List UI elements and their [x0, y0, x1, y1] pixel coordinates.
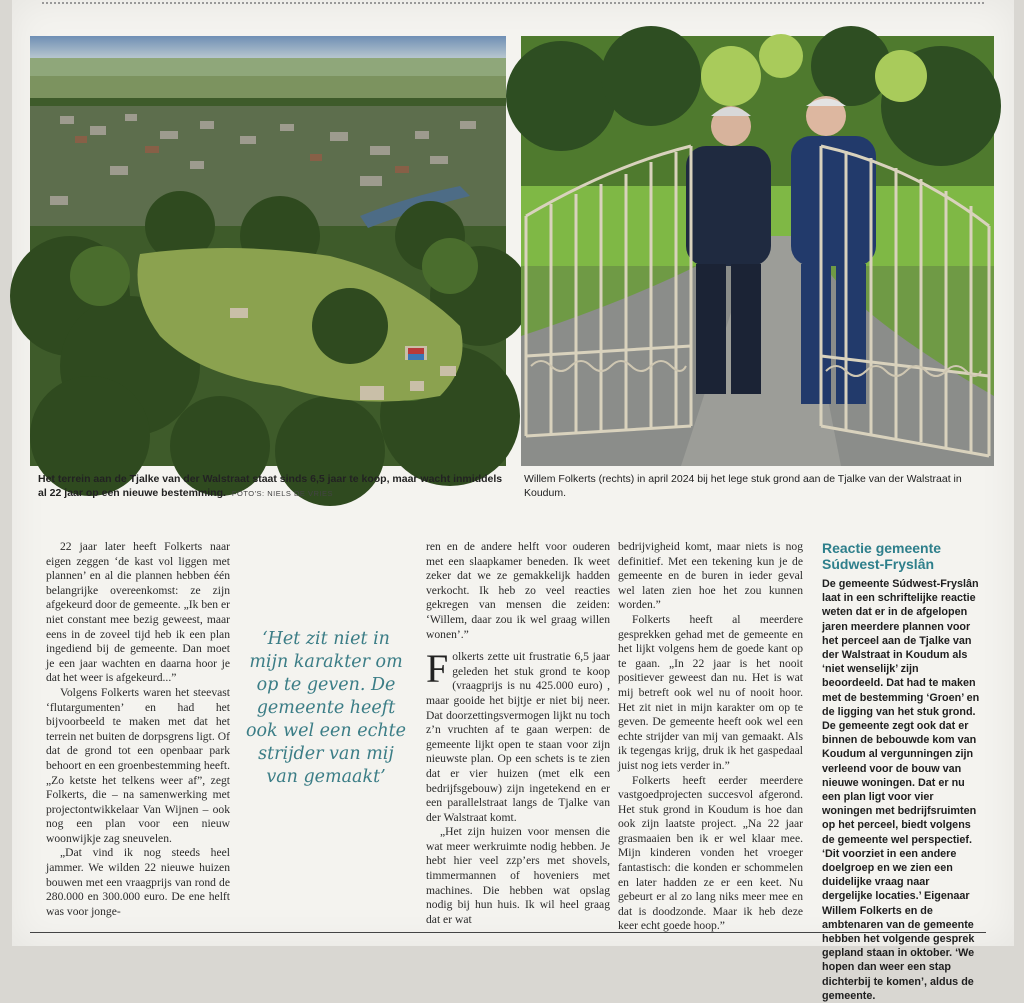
article-paragraph-dropcap — [426, 646, 610, 825]
photo-credit: FOTO'S: NIELS DE VRIES — [231, 489, 333, 498]
sidebar-text: De gemeente Súdwest-Fryslân laat in een schriftelijke reactie weten dat er in de afgelopen jaren meerdere plannen voor het perceel aan de Tjalke van der Walstraat in Koudum als ‘niet wenselijk’ zijn beoordeeld. Dat had te maken met de bestemming ‘Groen’ en de ligging van het stuk grond. De gemeente zegt ook dat er binnen de bebouwde kom van Koudum al vergunningen zijn verleend voor de bouw van nieuwe woningen. Dat er nu een plan ligt voor vier woningen met bedrijfsruimten op het perceel, biedt volgens de gemeente wel perspectief. ‘Dit voorziet in een andere doelgroep en we zien een duidelijke vraag naar dergelijke locaties.’ Eigenaar Willem Folkerts en de ambtenaren van de gemeente hebben het volgende gesprek gepland staan in oktober. ‘We hopen dan weer een stap dichterbij te komen’, aldus de gemeente. — [822, 578, 980, 1002]
bottom-rule — [30, 932, 986, 933]
drop-cap: F — [426, 646, 449, 692]
left-photo-caption — [38, 472, 508, 501]
article-paragraph: Volgens Folkerts waren het steevast ‘flutargumenten’ en had het bijvoorbeeld te maken met dat het terrein net buiten de dorpsgrens ligt. Of dat de grond tot een openbaar park behoort en een groenbestemming heeft. „Zo ketste het telkens weer af”, zegt Folkerts, die – na samenwerking met projectontwikkelaar Van Wijnen – ook nog een plan voor een nieuw woonwijkje zag sneuvelen. — [46, 685, 230, 845]
right-caption-text: Willem Folkerts (rechts) in april 2024 bij het lege stuk grond aan de Tjalke van der Walstraat in Koudum. — [524, 473, 962, 499]
left-caption-text: Het terrein aan de Tjalke van der Walstraat staat sinds 6,5 jaar te koop, maar wacht inmiddels al 22 jaar op een nieuwe bestemming. — [38, 473, 503, 499]
top-dotted-rule — [42, 2, 984, 4]
dropcap-paragraph-text: olkerts zette uit frustratie 6,5 jaar geleden het stuk grond te koop (vraagprijs is nu 425.000 euro) , maar gooide het bijtje er niet bij neer. Dat doorzettingsvermogen lijkt nu toch z’n vruchten af te gaan werpen: de gemeente lijkt open te staan voor zijn nieuwste plan. Op een schets is te zien dat er vier huizen (met elk een bedrijfsgebouw) zijn ingetekend en er een parallelstraat langs de Tjalke van der Walstraat komt. — [426, 650, 610, 824]
aerial-photo — [30, 36, 506, 466]
article-paragraph: ren en de andere helft voor ouderen met een slaapkamer beneden. Ik weet zeker dat we ze gemakkelijk hadden verkocht. Ik heb zo veel reacties gekregen van mensen die zeiden: ‘Willem, daar zou ik wel graag willen wonen’.” — [426, 540, 610, 641]
right-photo-caption — [524, 472, 994, 500]
article-paragraph: „Het zijn huizen voor mensen die wat meer werkruimte nodig hebben. Je hebt hier veel zzp’ers met shovels, timmermannen of hoveniers met machines. Die hebben wat opslag nodig bij hun huis. Ik wil heel graag dat er wat — [426, 825, 610, 926]
article-column-1 — [46, 540, 230, 919]
article-paragraph: 22 jaar later heeft Folkerts naar eigen zeggen ‘de kast vol liggen met plannen’ en al die plannen hebben één belangrijke overeenkomst: ze zijn afgekeurd door de gemeente. „Ik ben er niet constant mee bezig geweest, maar eens in de zoveel tijd heb ik een plan ingediend bij de gemeente. Dan moet je een jaar wachten en daarna hoor je dat het weer is afgekeurd...” — [46, 540, 230, 685]
article-paragraph: Folkerts heeft al meerdere gesprekken gehad met de gemeente en het lijkt volgens hem de goede kant op te gaan. „In 22 jaar is het nooit positiever geweest dan nu. Het is wat mij betreft ook wel nu of nooit hoor. Het zit niet in mijn karakter om op te geven. De gemeente heeft ook wel een echte strijder van mij van gemaakt. Als ik tegengas krijg, druk ik het gaspedaal juist nog iets verder in.” — [618, 612, 803, 772]
sidebar-title: Reactie gemeente Súdwest-Fryslân — [822, 540, 942, 572]
pull-quote: ‘Het zit niet in mijn karakter om op te geven. De gemeente heeft ook wel een echte strijder van mij van gemaakt’ — [245, 629, 407, 787]
article-column-2 — [426, 540, 610, 927]
article-paragraph: Folkerts heeft eerder meerdere vastgoedprojecten succesvol afgerond. Het stuk grond in Koudum is hoe dan ook zijn laatste project. „Na 22 jaar grasmaaien ben ik er wel klaar mee. Mijn kinderen vonden het vroeger fantastisch: die konden er schommelen en later hadden ze er een keet. Nu gebeurt er al zo lang niks meer mee en dat is doodzonde. Maar ik heb deze keer echt goede hoop.” — [618, 773, 803, 933]
gate-photo — [521, 36, 994, 466]
article-paragraph: „Dat vind ik nog steeds heel jammer. We wilden 22 nieuwe huizen bouwen met een vraagprijs van rond de 280.000 en 300.000 euro. De ene helft was voor jonge- — [46, 846, 230, 918]
article-column-3 — [618, 540, 803, 934]
article-paragraph: bedrijvigheid komt, maar niets is nog definitief. Met een tekening kun je de gemeente en de buren in ieder geval wel laten zien hoe het zou kunnen worden.” — [618, 540, 803, 612]
